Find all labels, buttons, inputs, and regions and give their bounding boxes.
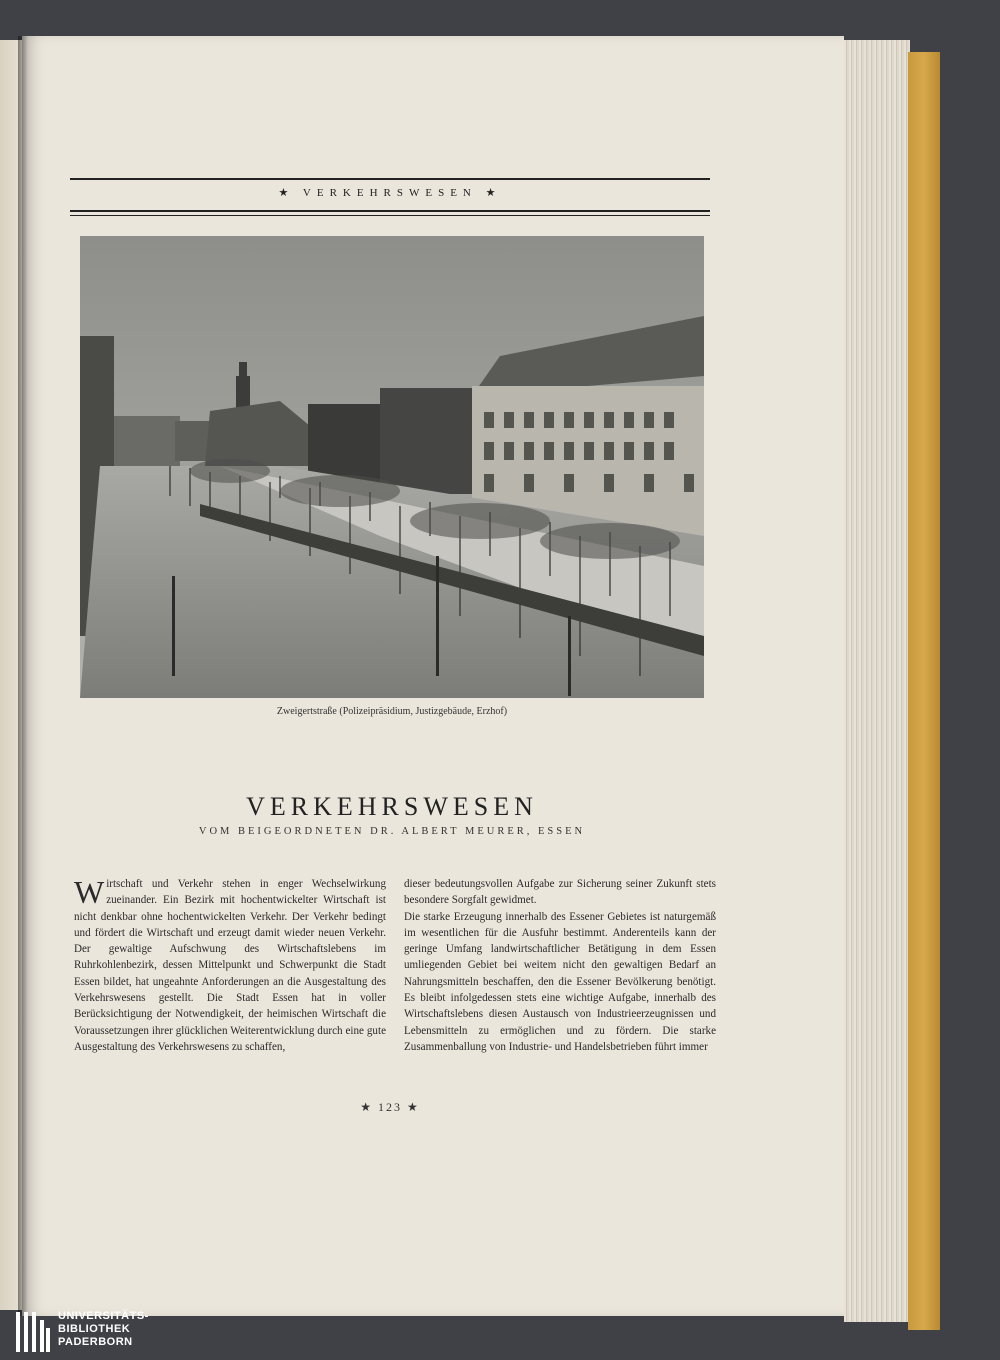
street-photograph [80,236,704,698]
right-paragraph-1: dieser bedeutungsvollen Aufgabe zur Sicherung seiner Zukunft stets besondere Sorgfalt gewidmet. [404,878,716,907]
left-paragraph-text: irtschaft und Verkehr stehen in enger Wechselwirkung zueinander. Ein Bezirk mit hochentwickelter Wirtschaft ist nicht denkbar ohne hochentwickelten Verkehr. Der Verkehr bedingt und fördert die Wirtschaft und erzeugt damit wieder neuen Verkehr. Der gewaltige Aufschwung des Wirtschaftslebens im Ruhrkohlenbezirk, dessen Mittelpunkt und Schwerpunkt die Stadt Essen bildet, hat ungeahnte Anforderungen an die Ausgestaltung des Verkehrswesens gestellt. Die Stadt Essen hat in voller Berücksichtigung der Notwendigkeit, der heimischen Wirtschaft die Voraussetzungen ihrer glücklichen Weiterentwicklung durch eine gute Ausgestaltung des Verkehrswesens zu schaffen, [74,878,386,1053]
library-logo-line-1: UNIVERSITÄTS- [58,1310,149,1322]
drop-cap: W [74,874,105,910]
library-logo-text [58,1310,149,1349]
header-rule-top [70,178,710,180]
library-logo-line-3: PADERBORN [58,1336,133,1348]
street-scene-illustration [80,236,704,698]
right-paragraph-2: Die starke Erzeugung innerhalb des Essener Gebietes ist naturgemäß im wesentlichen für die Ausfuhr bestimmt. Anderenteils kann der geringe Umfang landwirtschaftlicher Betätigung in dem Essen umliegenden Gebiet bei weitem nicht den gewaltigen Bedarf an Nahrungsmitteln beschaffen, den die Essener Bevölkerung benötigt. Es bleibt infolgedessen stets eine wichtige Aufgabe, innerhalb des Wirtschaftslebens diesen Austausch von Industrieerzeugnissen und Lebensmitteln zu ermöglichen und zu fördern. Die starke Zusammenballung von Industrie- und Handelsbetrieben führt immer [404,910,716,1053]
article-title: VERKEHRSWESEN [246,792,538,821]
book-cover-edge [908,52,940,1330]
header-rule-bottom [70,210,710,212]
right-text-column [404,876,716,1055]
page-number: ★ 123 ★ [360,1100,420,1114]
photo-caption: Zweigertstraße (Polizeipräsidium, Justizgebäude, Erzhof) [276,706,508,717]
library-logo-line-2: BIBLIOTHEK [58,1323,131,1335]
library-logo [14,1310,164,1356]
left-text-column [74,876,386,1055]
library-logo-bars-icon [14,1312,52,1352]
running-header: ★ VERKEHRSWESEN ★ [278,187,502,199]
spine-shadow [18,36,28,1316]
header-rule-thin [70,215,710,216]
page-block-edge [844,40,910,1322]
article-byline: VOM BEIGEORDNETEN DR. ALBERT MEURER, ESSEN [198,826,586,837]
left-paragraph [74,876,386,1055]
